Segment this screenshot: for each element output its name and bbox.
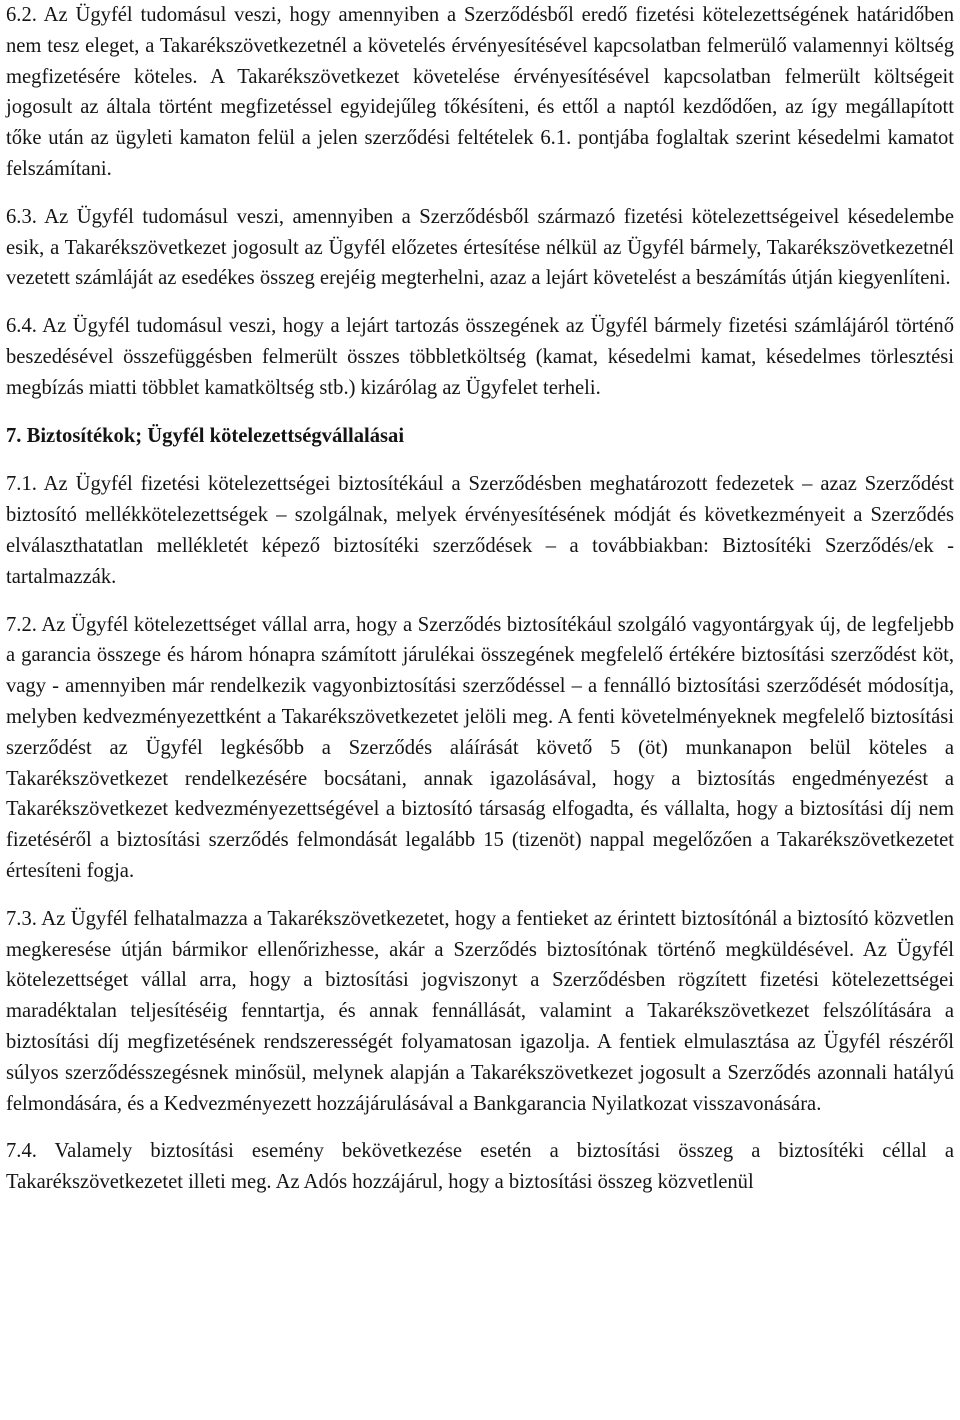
paragraph-7-3: 7.3. Az Ügyfél felhatalmazza a Takarékszövetkezetet, hogy a fentieket az érintett biztosítónál a biztosító közvetlen megkeresése útján bármikor ellenőrizhesse, akár a Szerződés biztosítónak történő megküldésével. Az Ügyfél kötelezettséget vállal arra, hogy a biztosítási jogviszonyt a Szerződésben rögzített fizetési kötelezettségei maradéktalan teljesítéséig fenntartja, és annak fennállását, valamint a Takarékszövetkezet felszólítására a biztosítási díj megfizetésének rendszerességét folyamatosan igazolja. A fentiek elmulasztása az Ügyfél részéről súlyos szerződésszegésnek minősül, melynek alapján a Takarékszövetkezet jogosult a Szerződés azonnali hatályú felmondására, és a Kedvezményezett hozzájárulásával a Bankgarancia Nyilatkozat visszavonására. <box>6 907 954 1115</box>
paragraph-7-2: 7.2. Az Ügyfél kötelezettséget vállal arra, hogy a Szerződés biztosítékául szolgáló vagyontárgyak új, de legfeljebb a garancia összege és három hónapra számított járulékai összegének megfelelő értékére biztosítási szerződést köt, vagy - amennyiben már rendelkezik vagyonbiztosítási szerződéssel – a fennálló biztosítási szerződését módosítja, melyben kedvezményezettként a Takarékszövetkezetet jelöli meg. A fenti követelményeknek megfelelő biztosítási szerződést az Ügyfél legkésőbb a Szerződés aláírását követő 5 (öt) munkanapon belül köteles a Takarékszövetkezet rendelkezésére bocsátani, annak igazolásával, hogy a biztosítás engedményezést a Takarékszövetkezet kedvezményezettségével a biztosító társaság elfogadta, és vállalta, hogy a biztosítási díj nem fizetéséről a biztosítási szerződés felmondását legalább 15 (tizenöt) nappal megelőzően a Takarékszövetkezetet értesíteni fogja. <box>6 613 954 882</box>
paragraph-7-1: 7.1. Az Ügyfél fizetési kötelezettségei biztosítékául a Szerződésben meghatározott fedezetek – azaz Szerződést biztosító mellékkötelezettségek – szolgálnak, melyek érvényesítésének módját és következményeit a Szerződés elválaszthatatlan mellékletét képező biztosítéki szerződések – a továbbiakban: Biztosítéki Szerződés/ek - tartalmazzák. <box>6 473 954 588</box>
document-page <box>6 0 954 1198</box>
paragraph-7-4: 7.4. Valamely biztosítási esemény bekövetkezése esetén a biztosítási összeg a biztosítéki céllal a Takarékszövetkezetet illeti meg. Az Adós hozzájárul, hogy a biztosítási összeg közvetlenül <box>6 1140 954 1194</box>
section-heading-7: 7. Biztosítékok; Ügyfél kötelezettségvállalásai <box>6 424 405 447</box>
paragraph-6-3: 6.3. Az Ügyfél tudomásul veszi, amennyiben a Szerződésből származó fizetési kötelezettségeivel késedelembe esik, a Takarékszövetkezet jogosult az Ügyfél előzetes értesítése nélkül az Ügyfél bármely, Takarékszövetkezetnél vezetett számláját az esedékes összeg erejéig megterhelni, azaz a lejárt követelést a beszámítás útján kiegyenlíteni. <box>6 205 954 290</box>
paragraph-6-4: 6.4. Az Ügyfél tudomásul veszi, hogy a lejárt tartozás összegének az Ügyfél bármely fizetési számlájáról történő beszedésével összefüggésben felmerült összes többletköltség (kamat, késedelmi kamat, késedelmes törlesztési megbízás miatti többlet kamatköltség stb.) kizárólag az Ügyfelet terheli. <box>6 315 954 399</box>
paragraph-6-2: 6.2. Az Ügyfél tudomásul veszi, hogy amennyiben a Szerződésből eredő fizetési kötelezettségének határidőben nem tesz eleget, a Takarékszövetkezetnél a követelés érvényesítésével kapcsolatban felmerülő valamennyi költség megfizetésére köteles. A Takarékszövetkezet követelése érvényesítésével kapcsolatban felmerült költségeit jogosult az általa történt megfizetéssel egyidejűleg tőkésíteni, és ettől a naptól kezdődően, az így megállapított tőke után az ügyleti kamaton felül a jelen szerződési feltételek 6.1. pontjába foglaltak szerint késedelmi kamatot felszámítani. <box>6 4 954 180</box>
